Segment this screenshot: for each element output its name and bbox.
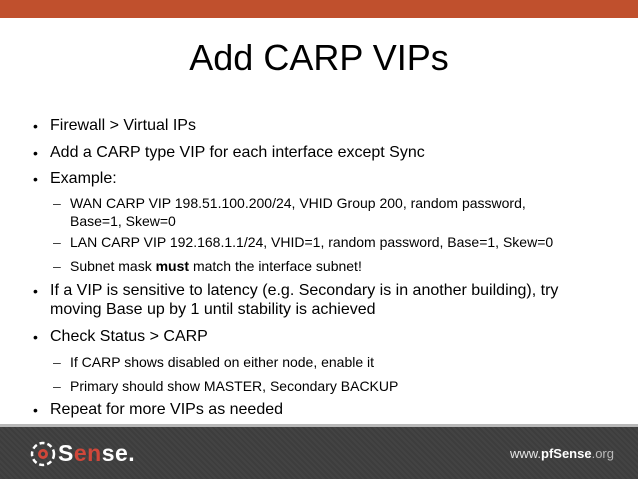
url-tld: .org — [591, 446, 614, 461]
sub-bullet-text-pre: Subnet mask — [70, 258, 156, 274]
sub-bullet-text-post: match the interface subnet! — [189, 258, 362, 274]
bullet-marker: • — [33, 329, 38, 345]
logo-text-highlight: en — [73, 440, 102, 466]
bullet-marker: • — [33, 402, 38, 418]
sub-bullet-text: LAN CARP VIP 192.168.1.1/24, VHID=1, random password, Base=1, Skew=0 — [70, 234, 554, 250]
pfsense-logo-icon — [30, 441, 56, 467]
sub-bullet-text — [70, 257, 362, 275]
bullet-text: Add a CARP type VIP for each interface except Sync — [50, 144, 425, 161]
sub-bullet-text: Primary should show MASTER, Secondary BACKUP — [70, 378, 399, 394]
bullet-marker: • — [33, 171, 38, 187]
bullet-text: Example: — [50, 170, 117, 187]
sub-bullet-text: If CARP shows disabled on either node, enable it — [70, 354, 375, 370]
sub-bullet-marker: – — [53, 354, 61, 370]
slide-title: Add CARP VIPs — [189, 37, 449, 78]
bullet-marker: • — [33, 118, 38, 134]
sub-bullet-marker: – — [53, 234, 61, 250]
top-accent-bar — [0, 0, 638, 18]
sub-bullet-marker: – — [53, 195, 61, 211]
bullet-text: Repeat for more VIPs as needed — [50, 401, 284, 418]
website-url — [510, 446, 614, 461]
emphasis-text: must — [155, 258, 190, 274]
logo-text-prefix: S — [58, 440, 74, 466]
footer-bar — [0, 427, 638, 479]
bullet-text: Check Status > CARP — [50, 328, 208, 345]
sub-bullet-marker: – — [53, 258, 61, 274]
sub-bullet-text: Base=1, Skew=0 — [70, 213, 176, 229]
sub-bullet-text: WAN CARP VIP 198.51.100.200/24, VHID Group 200, random password, — [70, 195, 526, 211]
bullet-marker: • — [33, 283, 38, 299]
bullet-text: If a VIP is sensitive to latency (e.g. Secondary is in another building), try — [50, 282, 559, 299]
url-brand: pfSense — [541, 446, 592, 461]
url-prefix: www. — [509, 446, 542, 461]
sub-bullet-marker: – — [53, 378, 61, 394]
logo-wordmark — [58, 440, 135, 467]
bullet-text: Firewall > Virtual IPs — [50, 117, 196, 134]
bullet-marker: • — [33, 145, 38, 161]
logo-text-suffix: se. — [101, 440, 136, 466]
bullet-text: moving Base up by 1 until stability is achieved — [50, 301, 376, 318]
